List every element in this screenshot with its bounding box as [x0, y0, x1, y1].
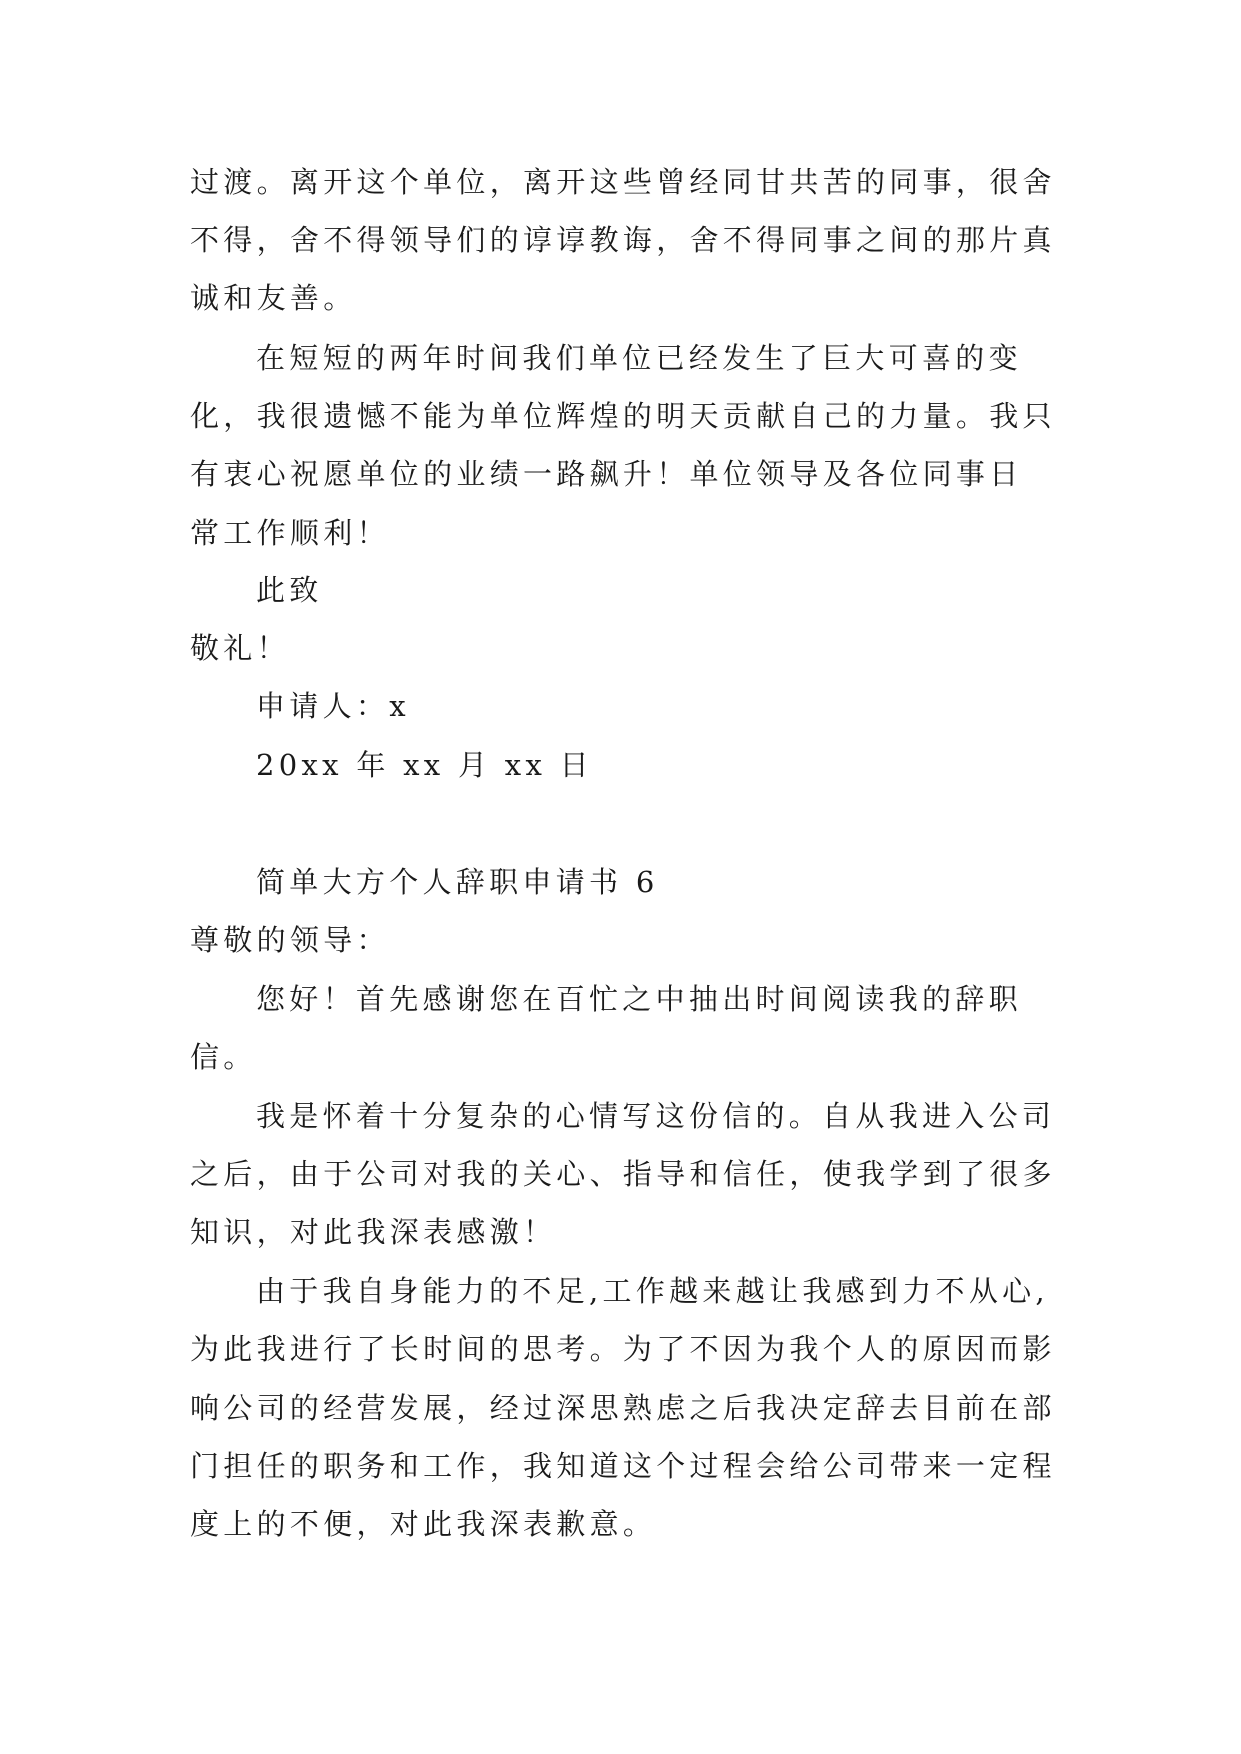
paragraph-line: 之后，由于公司对我的关心、指导和信任，使我学到了很多 — [190, 1157, 1056, 1191]
paragraph-line: 门担任的职务和工作，我知道这个过程会给公司带来一定程 — [190, 1449, 1056, 1483]
paragraph-line: 度上的不便，对此我深表歉意。 — [190, 1507, 657, 1541]
paragraph-line: 有衷心祝愿单位的业绩一路飙升！单位领导及各位同事日 — [190, 457, 1023, 491]
paragraph-line: 在短短的两年时间我们单位已经发生了巨大可喜的变 — [256, 341, 1022, 375]
paragraph-line: 常工作顺利！ — [190, 516, 390, 550]
paragraph-line: 由于我自身能力的不足,工作越来越让我感到力不从心, — [256, 1274, 1049, 1308]
greeting: 尊敬的领导： — [190, 923, 390, 957]
paragraph-line: 诚和友善。 — [190, 281, 357, 315]
paragraph-line: 响公司的经营发展，经过深思熟虑之后我决定辞去目前在部 — [190, 1391, 1056, 1425]
section-title: 简单大方个人辞职申请书 6 — [256, 865, 659, 899]
paragraph-line: 化，我很遗憾不能为单位辉煌的明天贡献自己的力量。我只 — [190, 399, 1056, 433]
closing-regards: 敬礼！ — [190, 631, 290, 665]
letter-date: 20xx 年 xx 月 xx 日 — [256, 748, 593, 782]
paragraph-line: 信。 — [190, 1040, 257, 1074]
paragraph-line: 您好！首先感谢您在百忙之中抽出时间阅读我的辞职 — [256, 982, 1022, 1016]
paragraph-line: 过渡。离开这个单位，离开这些曾经同甘共苦的同事，很舍 — [190, 165, 1056, 199]
paragraph-line: 不得，舍不得领导们的谆谆教诲，舍不得同事之间的那片真 — [190, 223, 1056, 257]
closing-salutation: 此致 — [256, 573, 323, 607]
paragraph-line: 我是怀着十分复杂的心情写这份信的。自从我进入公司 — [256, 1099, 1056, 1133]
applicant-signature: 申请人：x — [256, 689, 410, 723]
paragraph-line: 为此我进行了长时间的思考。为了不因为我个人的原因而影 — [190, 1332, 1056, 1366]
paragraph-line: 知识，对此我深表感激！ — [190, 1215, 557, 1249]
